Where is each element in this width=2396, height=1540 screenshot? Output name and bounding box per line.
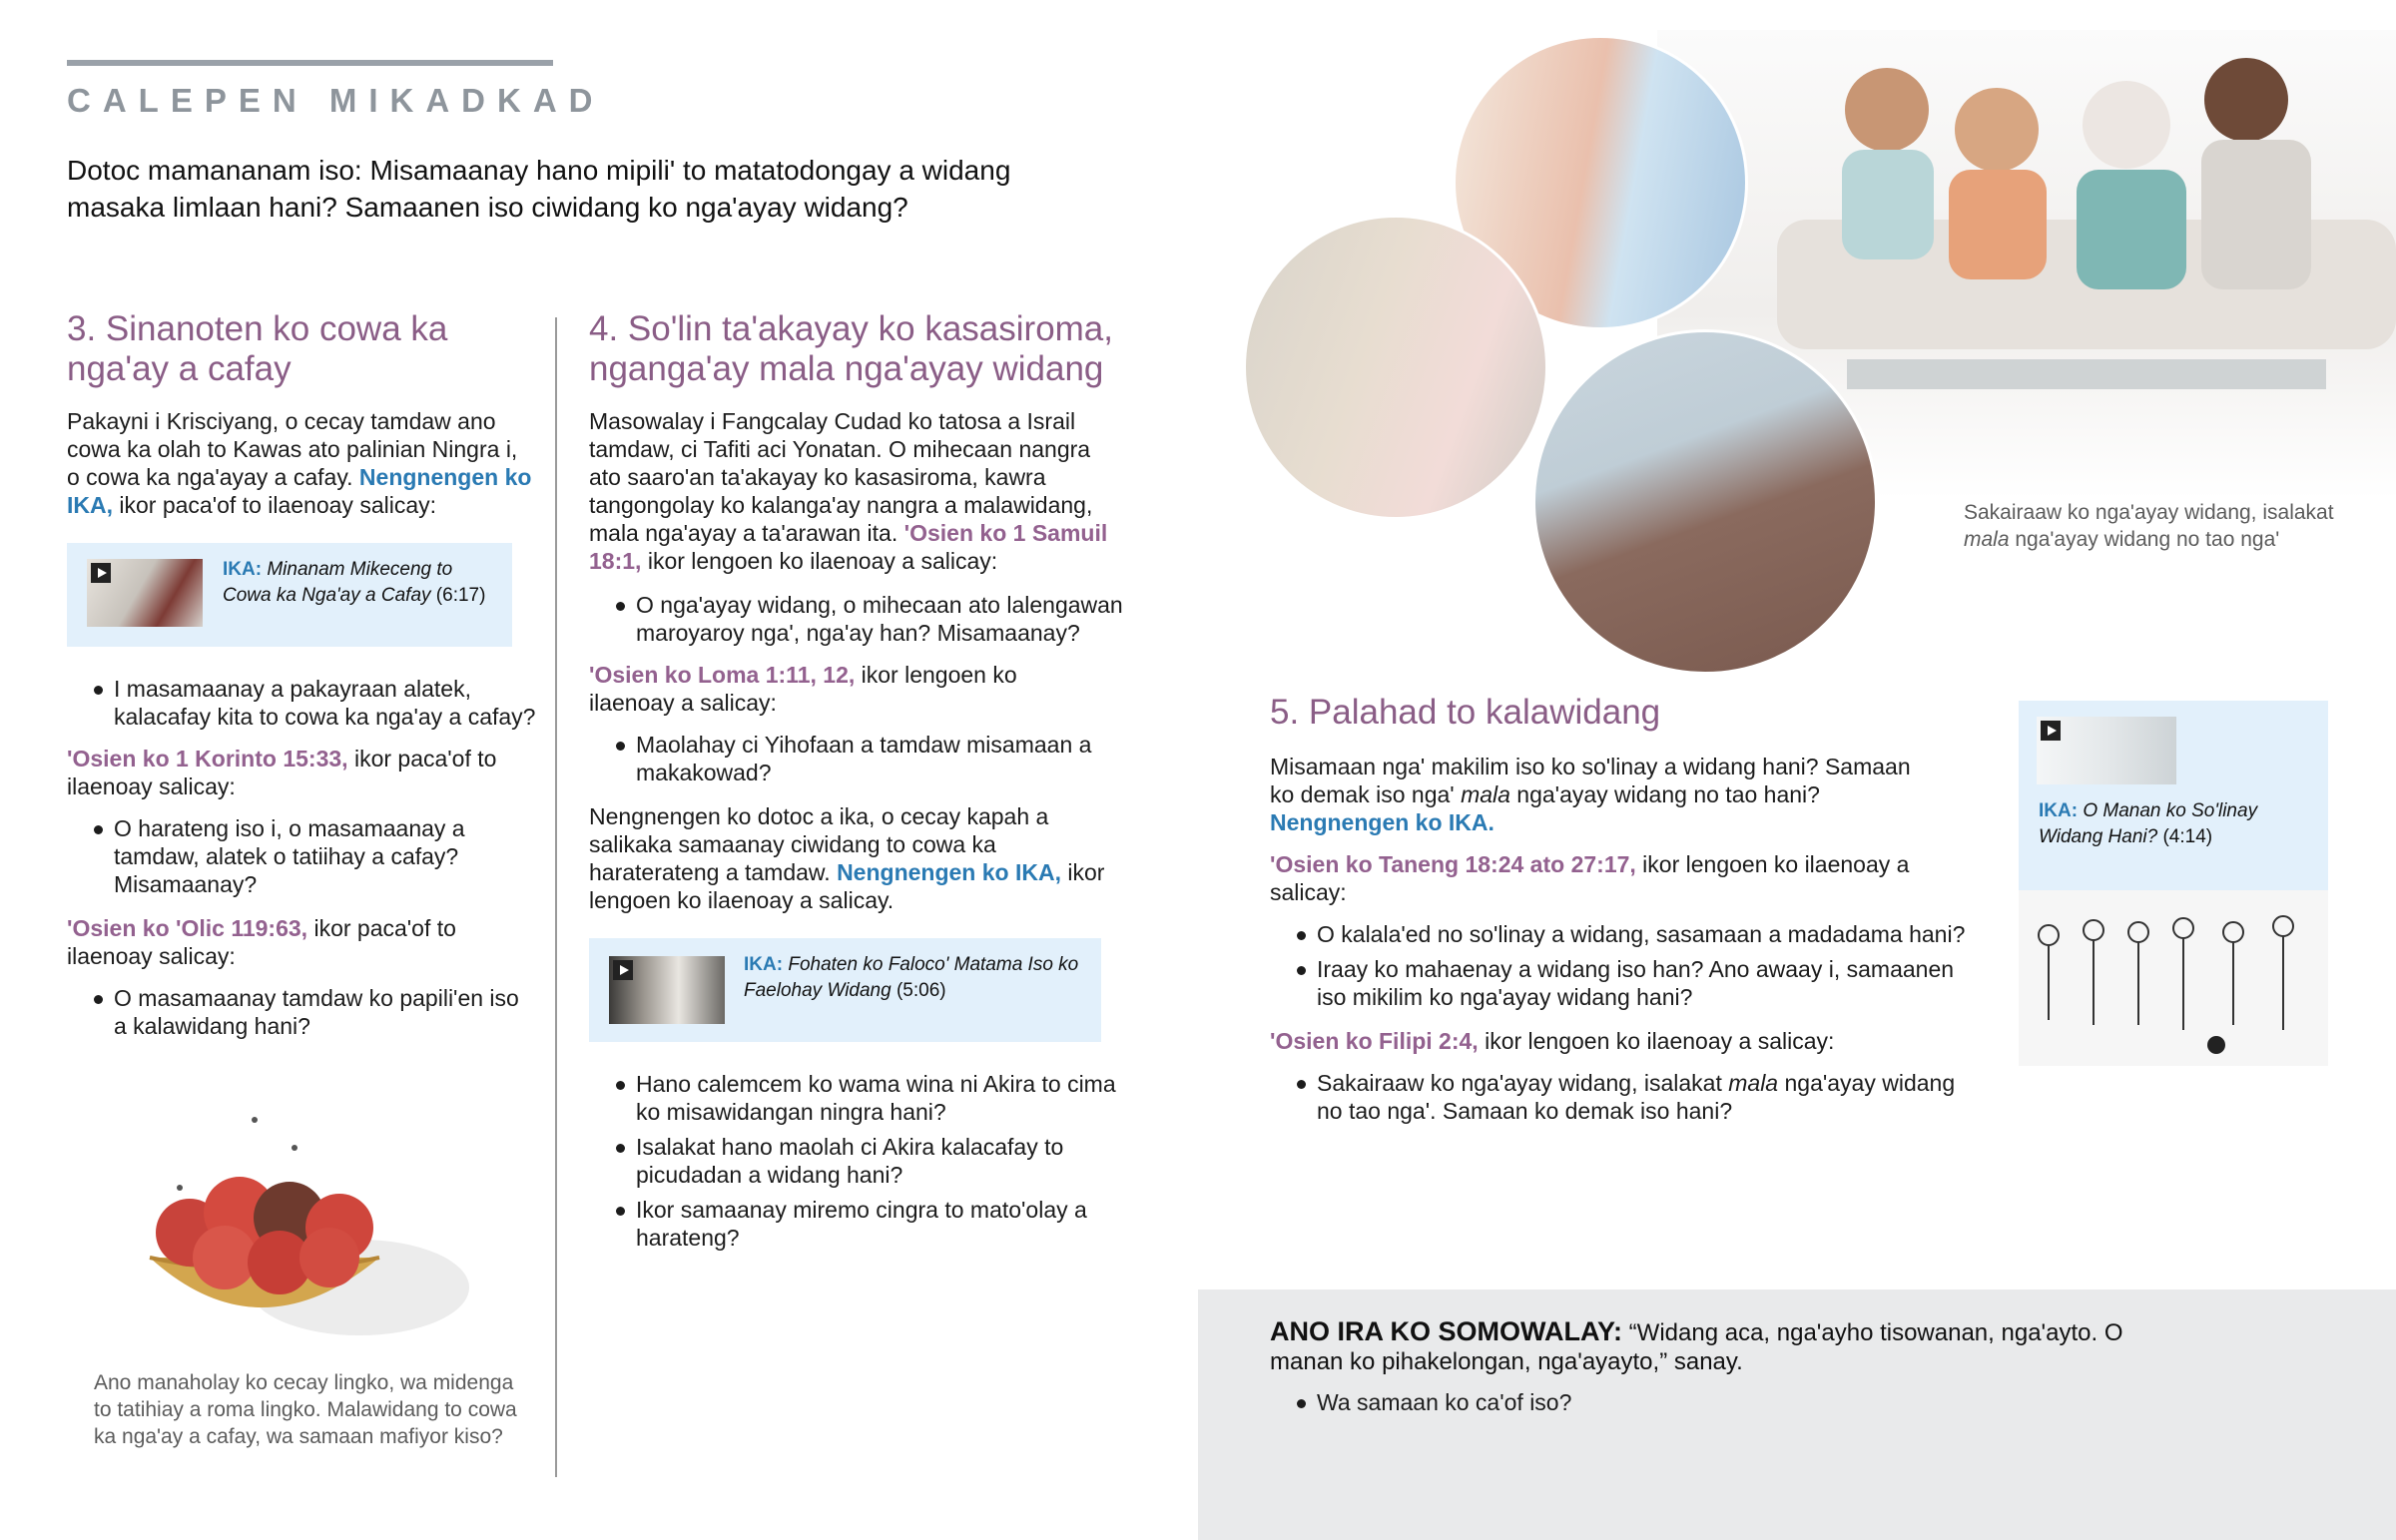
- question-item: Sakairaaw ko nga'ayay widang, isalakat mala nga'ayay widang no tao nga'. Samaan ko demak iso hani?: [1270, 1069, 1969, 1125]
- question-item: Iraay ko mahaenay a widang iso han? Ano awaay i, samaanen iso mikilim ko nga'ayay widang hani?: [1270, 955, 1969, 1011]
- section-3: [67, 309, 536, 1047]
- question-item: O kalala'ed no so'linay a widang, sasamaan a madadama hani?: [1270, 920, 1969, 948]
- question-list: [67, 984, 536, 1040]
- objection-text: ANO IRA KO SOMOWALAY: “Widang aca, nga'ayho tisowanan, nga'ayto. O manan ko pihakelongan, nga'ayayto,” sanay.: [1270, 1316, 2123, 1375]
- section-kicker: CALEPEN MIKADKAD: [67, 82, 605, 119]
- watch-video-link[interactable]: Nengnengen ko IKA.: [1270, 809, 1495, 835]
- scripture-reference[interactable]: 'Osien ko 'Olic 119:63,: [67, 915, 308, 941]
- question-item: O harateng iso i, o masamaanay a tamdaw, alatek o tatiihay a cafay? Misamaanay?: [67, 814, 536, 898]
- section-4-paragraph: Masowalay i Fangcalay Cudad ko tatosa a Israil tamdaw, ci Tafiti aci Yonatan. O mihecaan nangra ato saaro'an ta'akayay ko kasasiroma, kawra tangongolay ko kalanga'ay nangra a malawidang, mala nga'ayay a ta'arawan ita. 'Osien ko 1 Samuil 18:1, ikor lengoen ko ilaenoay a salicay:: [589, 408, 1108, 574]
- section-5: [1270, 693, 1969, 1132]
- question-list: [589, 731, 1128, 786]
- question-item: O nga'ayay widang, o mihecaan ato lalengawan maroyaroy nga', nga'ay han? Misamaanay?: [589, 591, 1128, 647]
- video-thumbnail[interactable]: [2037, 717, 2176, 784]
- video-title[interactable]: IKA: O Manan ko So'linay Widang Hani? (4:14): [2039, 800, 2258, 847]
- video-card[interactable]: [589, 938, 1101, 1042]
- apple-bowl-illustration: [130, 1108, 479, 1357]
- hero-caption: Sakairaaw ko nga'ayay widang, isalakat mala nga'ayay widang no tao nga': [1964, 501, 2334, 551]
- question-list: [1270, 1069, 1969, 1125]
- video-card[interactable]: [2019, 701, 2328, 890]
- video-title[interactable]: IKA: Fohaten ko Faloco' Matama Iso ko Faelohay Widang (5:06): [744, 954, 1079, 1001]
- objection-content: [1270, 1317, 2148, 1423]
- scripture-prompt: 'Osien ko 1 Korinto 15:33, ikor paca'of to ilaenoay salicay:: [67, 746, 497, 799]
- scripture-reference[interactable]: 'Osien ko Filipi 2:4,: [1270, 1028, 1479, 1054]
- elderly-visit-photo: [1243, 215, 1548, 520]
- play-icon[interactable]: [91, 563, 111, 583]
- question-list: [67, 675, 536, 731]
- video-thumbnail[interactable]: [609, 956, 725, 1024]
- video-card[interactable]: [67, 543, 512, 647]
- question-list: [589, 591, 1128, 647]
- section-4-paragraph-2: Nengnengen ko dotoc a ika, o cecay kapah a salikaka samaanay ciwidang to cowa ka haraterateng a tamdaw. Nengnengen ko IKA, ikor lengoen ko ilaenoay a salicay.: [589, 803, 1105, 913]
- section-5-paragraph: Misamaan nga' makilim iso ko so'linay a widang hani? Samaan ko demak iso nga' mala nga'ayay widang no tao hani? Nengnengen ko IKA.: [1270, 754, 1911, 835]
- section-4-title: 4. So'lin ta'akayay ko kasasiroma, nganga'ay mala nga'ayay widang: [589, 309, 1113, 388]
- section-3-title: 3. Sinanoten ko cowa ka nga'ay a cafay: [67, 309, 448, 388]
- question-list: [589, 1070, 1128, 1252]
- question-list: [67, 814, 536, 898]
- scripture-reference[interactable]: 'Osien ko 1 Samuil 18:1,: [589, 520, 1108, 574]
- scripture-prompt: 'Osien ko Loma 1:11, 12, ikor lengoen ko ilaenoay a salicay:: [589, 662, 1017, 716]
- section-3-paragraph: Pakayni i Krisciyang, o cecay tamdaw ano cowa ka olah to Kawas ato palinian Ningra i, o cowa ka nga'ayay a cafay. Nengnengen ko IKA, ikor paca'of to ilaenoay salicay:: [67, 408, 532, 518]
- column-divider: [555, 317, 557, 1477]
- intro-text: Dotoc mamananam iso: Misamaanay hano mipili' to matatodongay a widang masaka limlaan hani? Samaanen iso ciwidang ko nga'ayay widang?: [67, 155, 1011, 223]
- question-item: O masamaanay tamdaw ko papili'en iso a kalawidang hani?: [67, 984, 536, 1040]
- question-item: Maolahay ci Yihofaan a tamdaw misamaan a makakowad?: [589, 731, 1128, 786]
- watch-video-link[interactable]: Nengnengen ko IKA,: [67, 464, 532, 518]
- comforting-friend-photo: [1532, 329, 1878, 675]
- diverse-people-sketch: [2019, 890, 2328, 1066]
- video-thumbnail[interactable]: [87, 559, 203, 627]
- question-item: Hano calemcem ko wama wina ni Akira to cima ko misawidangan ningra hani?: [589, 1070, 1128, 1126]
- question-list: [1270, 920, 1969, 1011]
- section-4: [589, 309, 1128, 1259]
- scripture-reference[interactable]: 'Osien ko 1 Korinto 15:33,: [67, 746, 348, 771]
- question-item: Ikor samaanay miremo cingra to mato'olay a harateng?: [589, 1196, 1128, 1252]
- header-rule: [67, 60, 553, 66]
- section-5-title: 5. Palahad to kalawidang: [1270, 693, 1661, 732]
- play-icon[interactable]: [2041, 721, 2061, 741]
- apple-caption: Ano manaholay ko cecay lingko, wa midenga to tatihiay a roma lingko. Malawidang to cowa ka nga'ay a cafay, wa samaan mafiyor kiso?: [94, 1371, 517, 1448]
- scripture-prompt: 'Osien ko Filipi 2:4, ikor lengoen ko ilaenoay a salicay:: [1270, 1028, 1835, 1054]
- watch-video-link[interactable]: Nengnengen ko IKA,: [837, 859, 1061, 885]
- play-icon[interactable]: [613, 960, 633, 980]
- video-title[interactable]: IKA: Minanam Mikeceng to Cowa ka Nga'ay a Cafay (6:17): [223, 559, 486, 606]
- scripture-prompt: 'Osien ko 'Olic 119:63, ikor paca'of to ilaenoay salicay:: [67, 915, 456, 969]
- question-item: Isalakat hano maolah ci Akira kalacafay to picudadan a widang hani?: [589, 1133, 1128, 1189]
- scripture-reference[interactable]: 'Osien ko Loma 1:11, 12,: [589, 662, 856, 688]
- question-item: I masamaanay a pakayraan alatek, kalacafay kita to cowa ka nga'ay a cafay?: [67, 675, 536, 731]
- scripture-prompt: 'Osien ko Taneng 18:24 ato 27:17, ikor lengoen ko ilaenoay a salicay:: [1270, 851, 1910, 905]
- question-item: Wa samaan ko ca'of iso?: [1270, 1388, 2148, 1416]
- objection-label: ANO IRA KO SOMOWALAY:: [1270, 1316, 1623, 1346]
- sketch-figures: [2019, 890, 2328, 1066]
- question-list: [1270, 1388, 2148, 1416]
- scripture-reference[interactable]: 'Osien ko Taneng 18:24 ato 27:17,: [1270, 851, 1636, 877]
